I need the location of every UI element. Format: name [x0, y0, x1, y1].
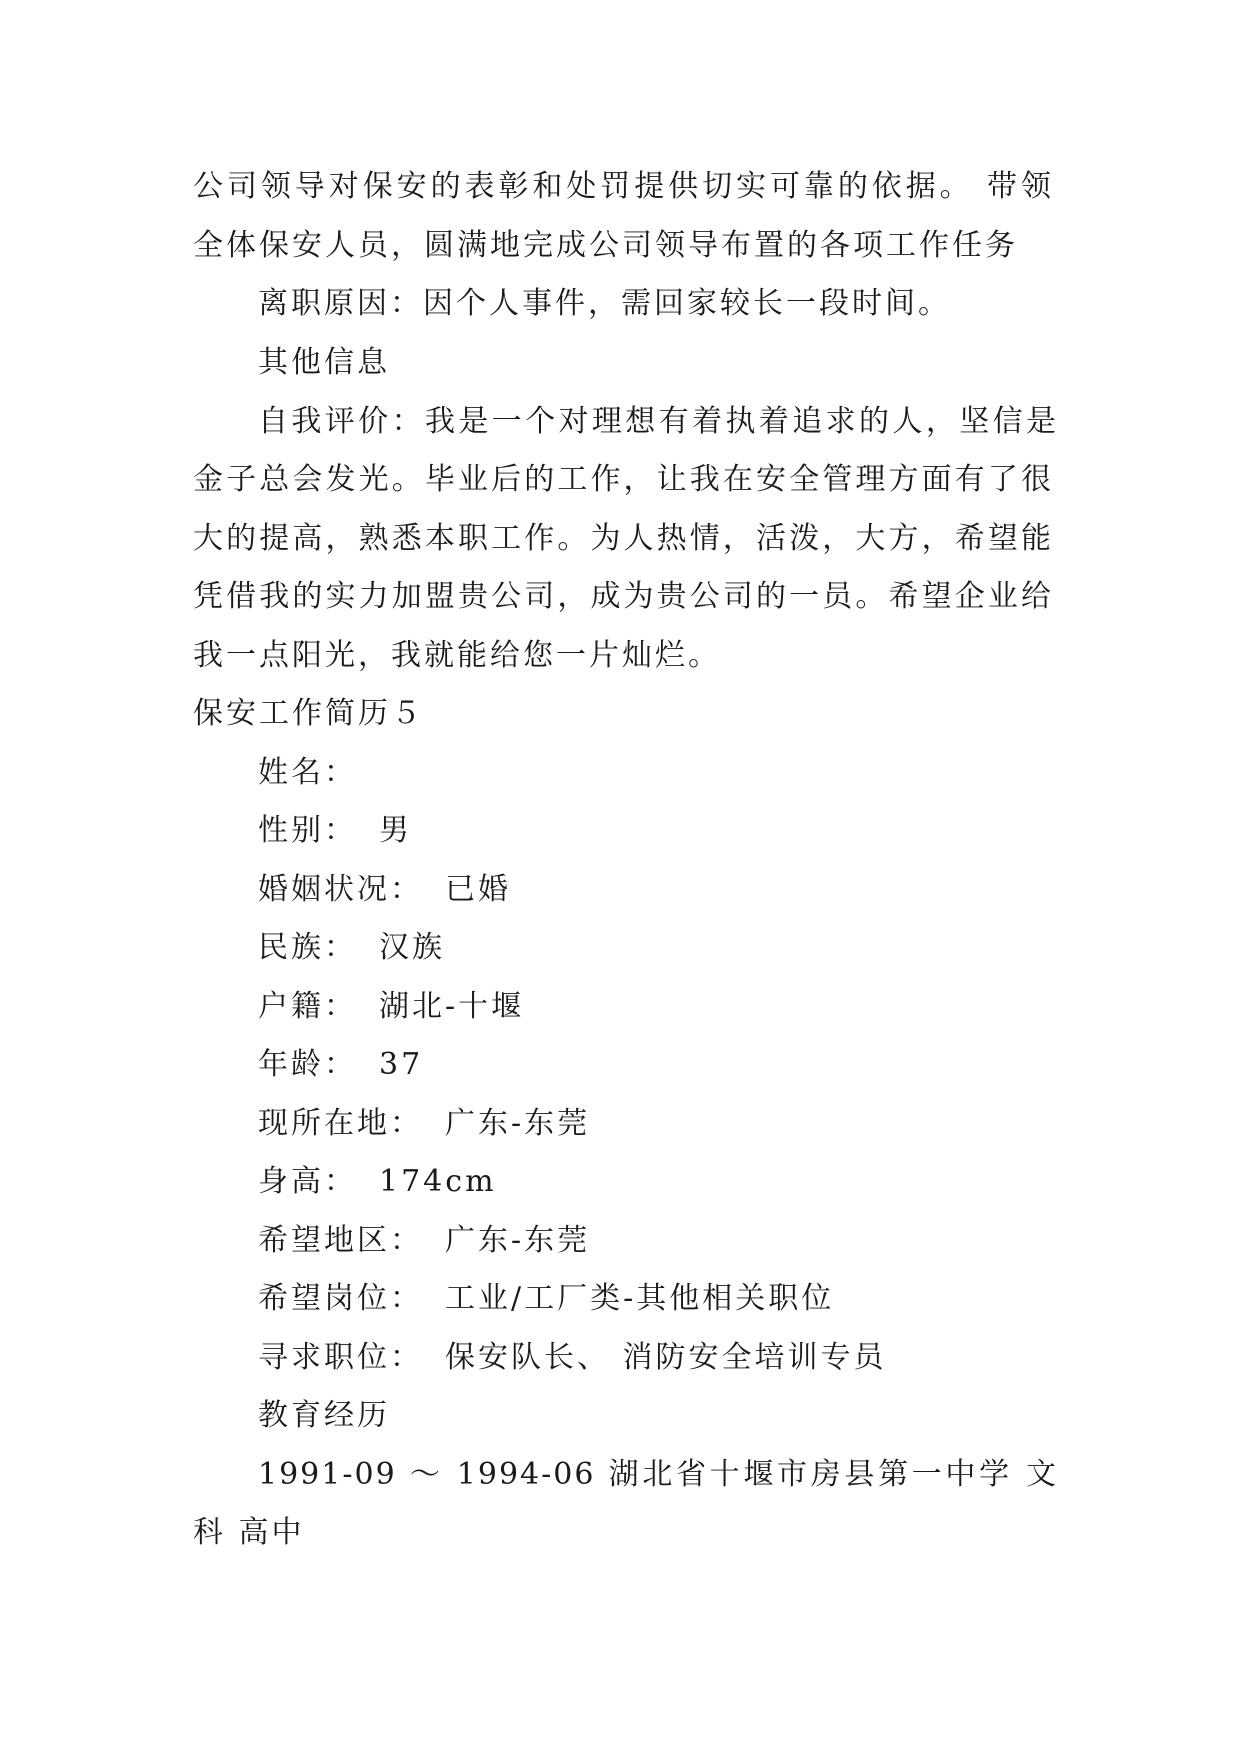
field-value: 湖北-十堰 — [379, 989, 525, 1024]
field-value: 174cm — [379, 1164, 497, 1199]
paragraph-line: 公司领导对保安的表彰和处罚提供切实可靠的依据。 带领 — [193, 169, 1053, 204]
field-value: 广东-东莞 — [445, 1106, 591, 1141]
field-label: 希望岗位： — [258, 1281, 423, 1316]
education-heading: 教育经历 — [258, 1398, 390, 1433]
field-value: 已婚 — [445, 872, 511, 907]
section-title: 保安工作简历５ — [193, 696, 424, 731]
profile-row-desired-region — [258, 1211, 1058, 1271]
education-entry-line: 科 高中 — [193, 1515, 305, 1550]
field-label: 婚姻状况： — [258, 872, 423, 907]
self-evaluation-line: 自我评价：我是一个对理想有着执着追求的人，坚信是 — [258, 404, 1058, 439]
field-label: 现所在地： — [258, 1106, 423, 1141]
other-info-heading: 其他信息 — [258, 345, 390, 380]
field-value: 汉族 — [379, 930, 445, 965]
field-value: 工业/工厂类-其他相关职位 — [445, 1281, 835, 1316]
education-entry-line: 1991-09 ～ 1994-06 湖北省十堰市房县第一中学 文 — [258, 1457, 1058, 1492]
profile-row-marital — [258, 860, 1058, 920]
paragraph-line: 全体保安人员，圆满地完成公司领导布置的各项工作任务 — [193, 228, 1018, 263]
field-value: 37 — [379, 1047, 424, 1082]
profile-row-age — [258, 1035, 1058, 1095]
profile-row-ethnicity — [258, 918, 1058, 978]
profile-row-location — [258, 1094, 1058, 1154]
profile-row-seeking — [258, 1328, 1058, 1388]
field-label: 寻求职位： — [258, 1340, 423, 1375]
self-evaluation-line: 金子总会发光。毕业后的工作，让我在安全管理方面有了很 — [193, 462, 1053, 497]
self-evaluation-line: 我一点阳光，我就能给您一片灿烂。 — [193, 638, 721, 673]
field-label: 民族： — [258, 930, 357, 965]
field-label: 年龄： — [258, 1047, 357, 1082]
field-label: 性别： — [258, 813, 357, 848]
profile-row-gender — [258, 801, 1058, 861]
field-label: 姓名： — [258, 755, 357, 790]
profile-row-name — [258, 743, 1058, 803]
self-evaluation-line: 大的提高，熟悉本职工作。为人热情，活泼，大方，希望能 — [193, 521, 1053, 556]
leave-reason: 离职原因：因个人事件，需回家较长一段时间。 — [258, 286, 951, 321]
field-label: 身高： — [258, 1164, 357, 1199]
profile-row-desired-post — [258, 1269, 1058, 1329]
field-label: 希望地区： — [258, 1223, 423, 1258]
self-evaluation-line: 凭借我的实力加盟贵公司，成为贵公司的一员。希望企业给 — [193, 579, 1053, 614]
profile-row-hukou — [258, 977, 1058, 1037]
field-value: 广东-东莞 — [445, 1223, 591, 1258]
field-label: 户籍： — [258, 989, 357, 1024]
field-value: 男 — [379, 813, 412, 848]
field-value: 保安队长、 消防安全培训专员 — [445, 1340, 887, 1375]
profile-row-height — [258, 1152, 1058, 1212]
